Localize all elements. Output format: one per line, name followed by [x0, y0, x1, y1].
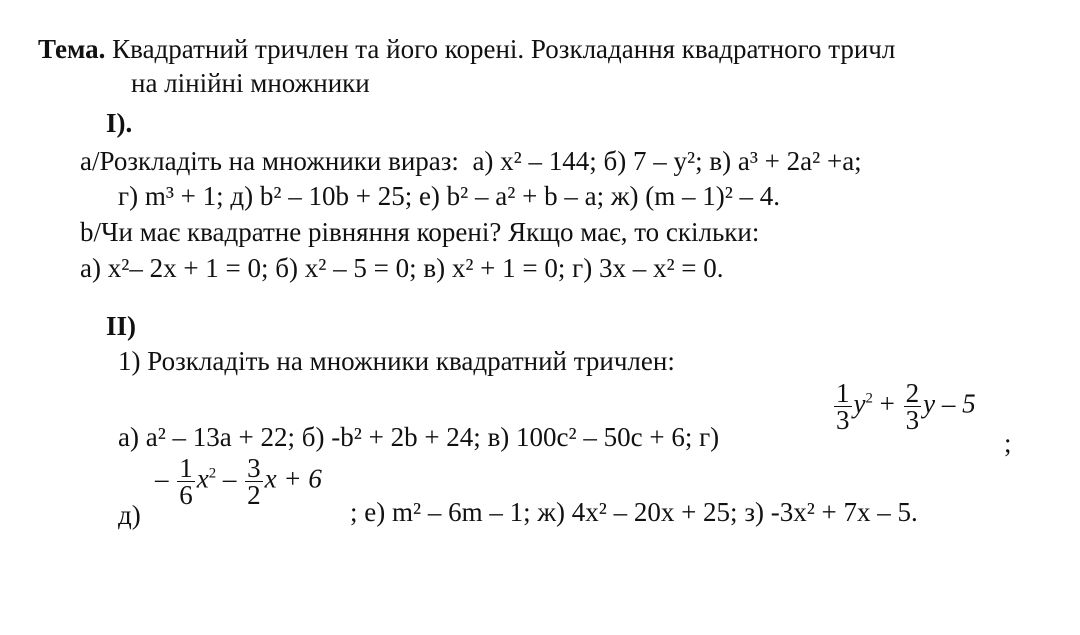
part-a-line-1 — [80, 146, 862, 176]
part-b-line — [80, 253, 724, 283]
task1-item: ; е) m² – 6m – 1; — [350, 497, 531, 527]
fraction-expression-g: $\frac{1}{3}$ $y^2$ + $\frac{2}{3}$ y – 5 — [836, 378, 976, 435]
part-b-prefix: b/Чи має квадратне рівняння корені? Якщо має, то скільки: — [80, 217, 760, 247]
task1-item: з) -3x² + 7x – 5. — [744, 497, 918, 527]
part-a-item: д) b² – 10b + 25; — [230, 181, 413, 211]
task1-line-2 — [350, 497, 918, 527]
part-a-item: е) b² – a² + b – a; — [418, 181, 605, 211]
fraction: $\frac{3}{2}$ — [247, 453, 261, 510]
part-a-item: ж) (m – 1)² – 4. — [610, 181, 781, 211]
part-a-item: г) m³ + 1; — [118, 181, 224, 211]
task1-item: ж) 4x² – 20x + 25; — [537, 497, 738, 527]
task1-item: в) 100c² – 50c + 6; — [487, 422, 693, 452]
part-a-prefix: a/Розкладіть на множники вираз: — [80, 146, 459, 176]
task1-item: г) — [699, 422, 720, 452]
fraction: $\frac{1}{6}$ — [179, 453, 193, 510]
task1-d-label: д) — [118, 500, 141, 530]
task1-prefix: 1) Розкладіть на множники квадратний тричлен: — [118, 346, 675, 376]
part-b-item: б) x² – 5 = 0; — [275, 253, 417, 283]
task1-item: б) -b² + 2b + 24; — [301, 422, 481, 452]
fraction: $\frac{2}{3}$ — [905, 378, 920, 435]
task1-item: а) a² – 13a + 22; — [118, 422, 296, 452]
part-a-line-2 — [118, 181, 780, 211]
part-a-item: б) 7 – y²; — [603, 146, 703, 176]
part-b-item: г) 3x – x² = 0. — [572, 253, 724, 283]
part-b-item: а) x²– 2x + 1 = 0; — [80, 253, 269, 283]
topic-text: Квадратний тричлен та його корені. Розкладання квадратного тричл — [105, 34, 896, 64]
section1-title: I). — [106, 108, 133, 138]
part-a-item: в) a³ + 2a² +a; — [709, 146, 862, 176]
part-b-item: в) x² + 1 = 0; — [423, 253, 566, 283]
section2-title: II) — [106, 311, 137, 341]
topic-line-2: на лінійні множники — [131, 68, 370, 98]
fraction-expression-d: – $\frac{1}{6}$ $x^2$ – $\frac{3}{2}$ x + 6 — [155, 453, 322, 510]
topic-label: Тема. — [38, 34, 106, 64]
fraction: $\frac{1}{3}$ — [836, 378, 850, 435]
task1-line-1 — [118, 422, 719, 452]
topic-line-1 — [38, 34, 895, 64]
part-a-item: а) x² – 144; — [472, 146, 597, 176]
fraction-g-end: ; — [1004, 428, 1012, 458]
